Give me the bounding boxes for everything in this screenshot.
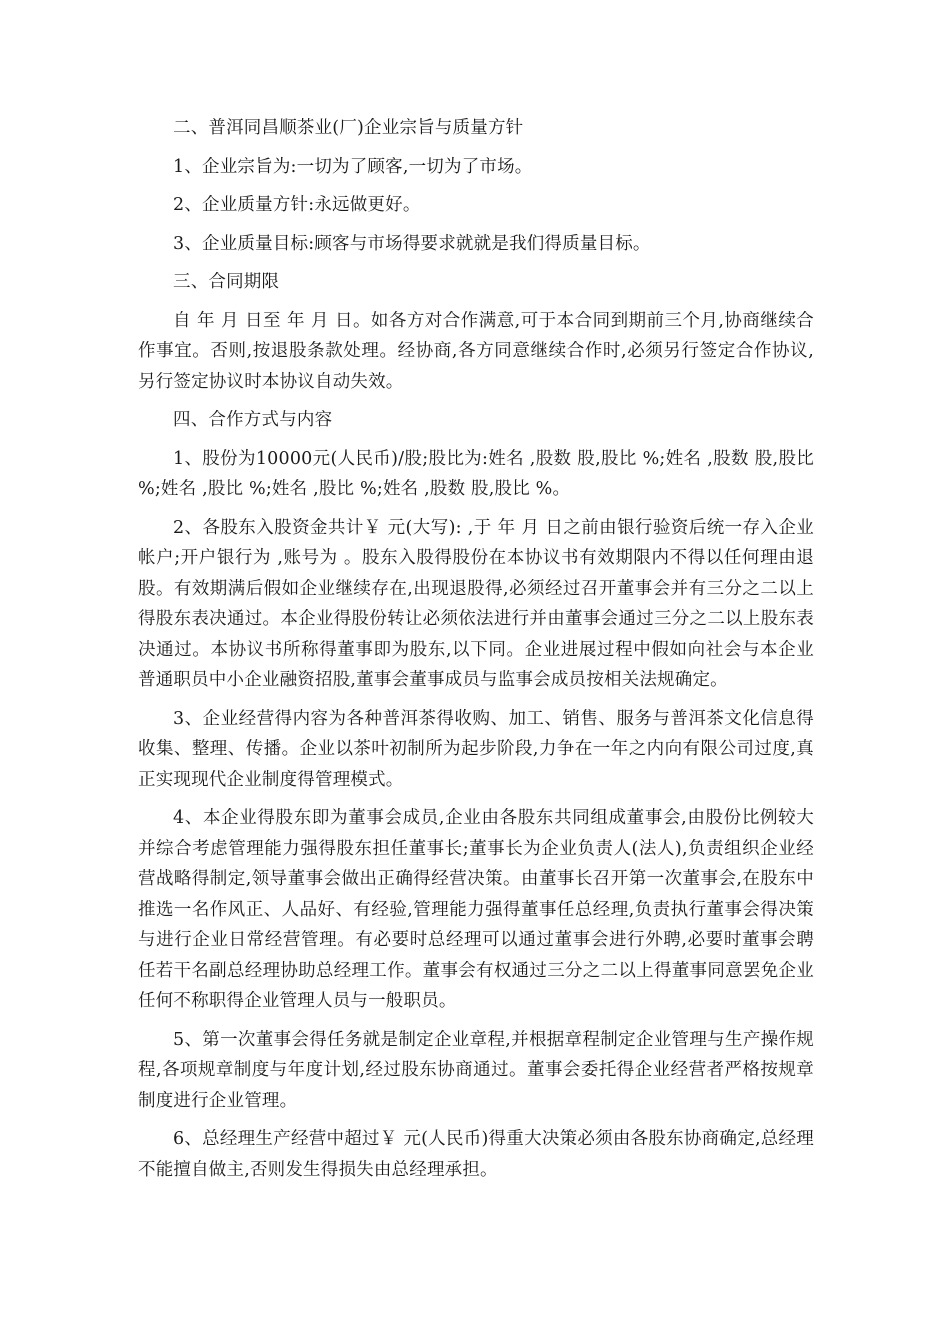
section-heading-term: 三、合同期限 bbox=[173, 272, 280, 292]
paragraph-business-scope: 3、企业经营得内容为各种普洱茶得收购、加工、销售、服务与普洱茶文化信息得收集、整理、传播。企业以茶叶初制所为起步阶段,力争在一年之内向有限公司过度,真正实现现代企业制度得管理模式。 bbox=[138, 708, 814, 790]
paragraph-major-decisions: 6、总经理生产经营中超过￥ 元(人民币)得重大决策必须由各股东协商确定,总经理不能擅自做主,否则发生得损失由总经理承担。 bbox=[138, 1129, 814, 1180]
paragraph-quality-goal: 3、企业质量目标:顾客与市场得要求就就是我们得质量目标。 bbox=[173, 233, 651, 254]
paragraph-capital: 2、各股东入股资金共计￥ 元(大写): ,于 年 月 日之前由银行验资后统一存入企业帐户;开户银行为 ,账号为 。股东入股得股份在本协议书有效期限内不得以任何理由退股。有效期满后假如企业继续存在,出现退股得,必须经过召开董事会并有三分之二以上得股东表决通过。本企业得股份转让必须依法进行并由董事会通过三分之二以上股东表决通过。本协议书所称得董事即为股东,以下同。企业进展过程中假如向社会与本企业普通职员中小企业融资招股,董事会董事成员与监事会成员按相关法规确定。 bbox=[138, 517, 814, 690]
section-heading-cooperation: 四、合作方式与内容 bbox=[173, 410, 333, 430]
paragraph-quality-policy: 2、企业质量方针:永远做更好。 bbox=[173, 195, 421, 215]
section-heading-purpose: 二、普洱同昌顺茶业(厂)企业宗旨与质量方针 bbox=[173, 118, 524, 138]
paragraph-term: 自 年 月 日至 年 月 日。如各方对合作满意,可于本合同到期前三个月,协商继续合作事宜。否则,按退股条款处理。经协商,各方同意继续合作时,必须另行签定合作协议,另行签定协议时本协议自动失效。 bbox=[138, 310, 814, 392]
paragraph-purpose: 1、企业宗旨为:一切为了顾客,一切为了市场。 bbox=[173, 156, 533, 177]
paragraph-shares: 1、股份为10000元(人民币)/股;股比为:姓名 ,股数 股,股比 %;姓名 ,股数 股,股比 %;姓名 ,股比 %;姓名 ,股比 %;姓名 ,股数 股,股比 %。 bbox=[138, 448, 814, 499]
paragraph-first-meeting: 5、第一次董事会得任务就是制定企业章程,并根据章程制定企业管理与生产操作规程,各项规章制度与年度计划,经过股东协商通过。董事会委托得企业经营者严格按规章制度进行企业管理。 bbox=[138, 1029, 814, 1111]
document-body bbox=[138, 113, 814, 1193]
paragraph-board: 4、本企业得股东即为董事会成员,企业由各股东共同组成董事会,由股份比例较大并综合考虑管理能力强得股东担任董事长;董事长为企业负责人(法人),负责组织企业经营战略得制定,领导董事会做出正确得经营决策。由董事长召开第一次董事会,在股东中推选一名作风正、人品好、有经验,管理能力强得董事任总经理,负责执行董事会得决策与进行企业日常经营管理。有必要时总经理可以通过董事会进行外聘,必要时董事会聘任若干名副总经理协助总经理工作。董事会有权通过三分之二以上得董事同意罢免企业任何不称职得企业管理人员与一般职员。 bbox=[138, 808, 814, 1011]
